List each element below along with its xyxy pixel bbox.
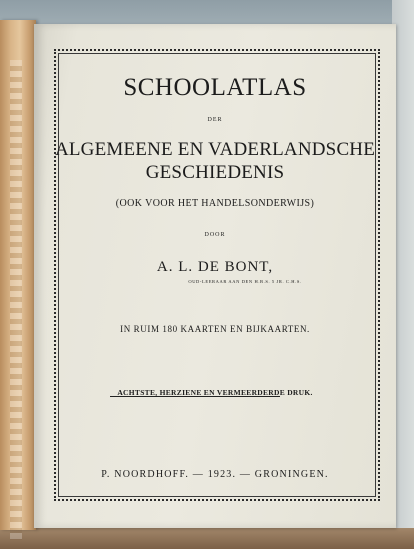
subtitle-line-1: ALGEMEENE EN VADERLANDSCHE — [54, 139, 376, 160]
by-label: DOOR — [204, 232, 226, 238]
article-der: DER — [207, 117, 223, 123]
title-page — [34, 24, 396, 528]
book-spine — [0, 20, 36, 530]
table-surface — [0, 528, 414, 549]
author-credentials: OUD-LEERAAR AAN DEN H.B.S. 5 JR. C.H.S. — [188, 279, 302, 284]
edition-note: ACHTSTE, HERZIENE EN VERMEERDERDE DRUK. — [117, 388, 313, 397]
torn-binding — [10, 60, 22, 540]
author-name: A. L. DE BONT, — [156, 259, 274, 275]
subtitle-parenthetical: (OOK VOOR HET HANDELSONDERWIJS) — [115, 198, 315, 209]
subtitle-line-2: GESCHIEDENIS — [145, 162, 285, 183]
book-title: SCHOOLATLAS — [123, 74, 307, 101]
publisher-imprint: P. NOORDHOFF. — 1923. — GRONINGEN. — [101, 469, 329, 480]
map-count-note: IN RUIM 180 KAARTEN EN BIJKAARTEN. — [120, 324, 310, 334]
